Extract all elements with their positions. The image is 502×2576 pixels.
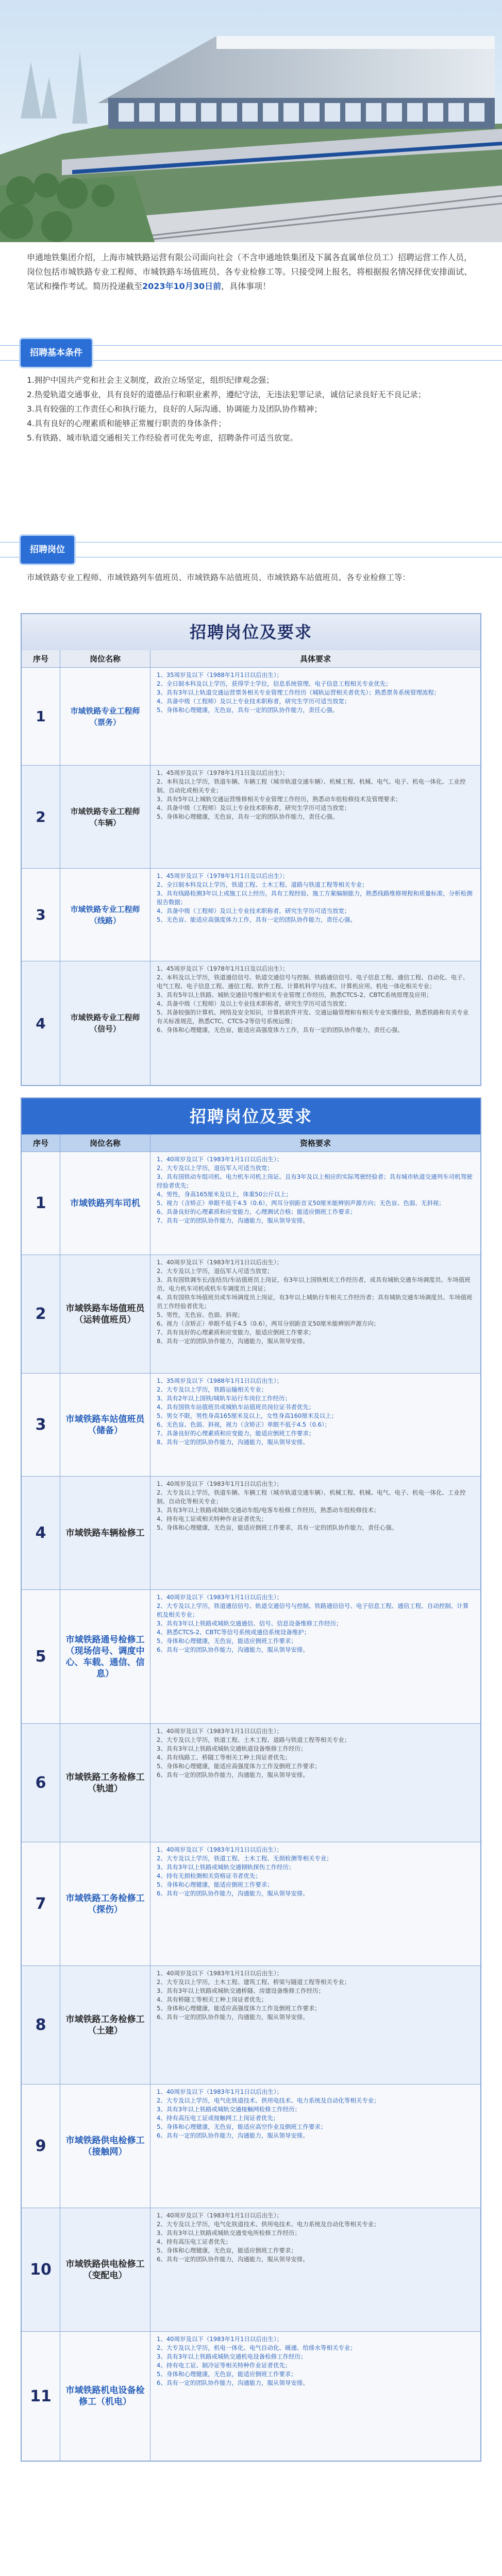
requirement-line: 2、大专及以上学历，铁路运输相关专业； (157, 1386, 267, 1393)
header-no: 序号 (22, 1134, 60, 1151)
requirement-item: 2.热爱轨道交通事业，具有良好的道德品行和职业素养，遵纪守法，无违法犯罪记录，诚信记录良好无不良记录； (27, 390, 426, 399)
requirement-line: 1、45周岁及以下（1978年1月1日及以后出生）； (157, 769, 289, 776)
position-name: 市域铁路工务检修工（土建） (60, 1966, 150, 2084)
requirement-line: 7、具有良好的心理素质和应变能力，能适应倒班工作要求； (157, 1329, 315, 1336)
header-position: 岗位名称 (60, 650, 150, 667)
requirement-line: 2、本科及以上学历，铁道通信信号、轨道交通信号与控制、铁路通信信号、电子信息工程、通信工程、自动化、电子、电气工程、电子信息工程、通信工程、软件工程、计算机科学与技术、计算机应用、机电一体化相关专业； (157, 974, 469, 990)
row-number: 2 (22, 766, 60, 868)
requirement-cell (150, 1842, 480, 1965)
station-illustration (0, 0, 502, 242)
section-header-basic (0, 339, 502, 367)
requirement-line: 2、本科及以上学历，铁道车辆、车辆工程（城市轨道交通车辆）、机械工程、机械、电气、电子、机电一体化、工业控制、自动化或相关专业； (157, 778, 466, 794)
section-title-basic: 招聘基本条件 (21, 339, 92, 367)
requirement-line: 6、视力（含矫正）单眼不低于4.5（0.6），两耳分别距音叉50厘米能辨别声源方向； (157, 1320, 380, 1327)
table-row (22, 1590, 480, 1724)
requirement-line: 1、40周岁及以下（1983年1月1日以后出生）； (157, 1970, 283, 1977)
table-engineers (21, 613, 481, 1086)
row-number: 4 (22, 961, 60, 1085)
requirement-line: 8、具有一定的团队协作能力，沟通能力，服从领导安排。 (157, 1337, 309, 1345)
requirement-line: 5、具备较强的计算机、网络及安全知识，计算机软件开发、交通运输管理和有相关专业实操经验，熟悉铁路和有关专业有关标准规范，熟悉CTC、CTCS-2等信号系统运维； (157, 1009, 469, 1025)
row-number: 8 (22, 1966, 60, 2084)
position-name: 市域铁路专业工程师（信号） (60, 961, 150, 1085)
table-row (22, 1255, 480, 1374)
requirement-line: 7、具备良好的心理素质和应变能力，能适应倒班工作要求； (157, 1430, 315, 1437)
requirement-cell (150, 1966, 480, 2084)
table-row (22, 961, 480, 1085)
row-number: 6 (22, 1724, 60, 1842)
requirement-line: 1、45周岁及以下（1978年1月1日及以后出生）； (157, 965, 289, 972)
requirement-line: 4、持有高压电工证或接触网工上岗证者优先； (157, 2114, 279, 2122)
requirement-line: 1、40周岁及以下（1983年1月1日以后出生）； (157, 2335, 283, 2343)
table-row (22, 1842, 480, 1966)
section-band (0, 542, 502, 557)
table-row (22, 1374, 480, 1477)
requirements-list (27, 373, 475, 445)
position-name: 市域铁路车辆检修工 (60, 1477, 150, 1589)
requirement-cell (150, 1374, 480, 1476)
requirement-line: 1、35周岁及以下（1988年1月1日以后出生）； (157, 671, 283, 679)
table-row (22, 1724, 480, 1842)
requirement-line: 6、无色盲、色弱、斜视，视力（含矫正）单眼不低于4.5（0.6）； (157, 1421, 331, 1428)
requirement-line: 4、具有国铁车站值班员或城轨车站值班员岗位证书者优先； (157, 1403, 315, 1411)
table-row (22, 766, 480, 869)
requirement-line: 4、具有桥隧工等相关工种上岗证者优先； (157, 1996, 267, 2003)
section-title-positions: 招聘岗位 (21, 536, 74, 564)
requirement-line: 1、40周岁及以下（1983年1月1日以后出生）； (157, 1259, 283, 1266)
requirement-line: 5、身体和心理健康，能适应倒班工作要求； (157, 1881, 273, 1888)
requirement-line: 3、具有国铁调车长/连结员/车站值班员上岗证，有3年以上国铁相关工作经历者，或具有城轨交通车场调度员、车场值班员、电力机车司机或机车车调度员上岗证； (157, 1276, 471, 1292)
requirement-cell (150, 1477, 480, 1589)
table-row (22, 668, 480, 766)
requirement-line: 2、大专及以上学历，土木工程、建筑工程、桥梁与隧道工程等相关专业； (157, 1978, 350, 1986)
requirement-line: 5、男女不限，男性身高165厘米及以上，女性身高160厘米及以上； (157, 1412, 338, 1419)
row-number: 3 (22, 1374, 60, 1476)
requirement-line: 3、具有3年以上铁路或城轨交通机电设备检修工作经历； (157, 2353, 307, 2360)
requirement-line: 6、具备良好的心理素质和应变能力，心理测试合格；能适应倒班工作要求； (157, 1208, 356, 1215)
table-row (22, 1477, 480, 1590)
requirement-line: 3、具有3年以上铁路或城轨交通通信、信号、信息设备维修工作经历； (157, 1620, 342, 1627)
requirement-line: 2、大专及以上学历，铁道通信信号、轨道交通信号与控制、铁路通信信号、电子信息工程、通信工程、自动控制、计算机及相关专业； (157, 1602, 469, 1618)
requirement-cell (150, 766, 480, 868)
requirement-cell (150, 668, 480, 765)
requirement-line: 7、具有一定的团队协作能力，沟通能力，服从领导安排。 (157, 1217, 309, 1224)
requirement-line: 1、40周岁及以下（1983年1月1日以后出生）； (157, 2088, 283, 2095)
row-number: 1 (22, 668, 60, 765)
requirement-line: 2、全日制本科及以上学历，获得学士学位，信息系统管理、电子信息工程相关专业优先； (157, 680, 392, 687)
requirement-line: 2、大专及以上学历，退伍军人可适当放宽； (157, 1164, 273, 1172)
requirement-line: 2、大专及以上学历，电气化铁道技术、供用电技术、电力系统及自动化等相关专业； (157, 2221, 380, 2228)
requirement-line: 6、具有一定的团队协作能力，沟通能力，服从领导安排。 (157, 2132, 309, 2139)
requirement-line: 5、身体和心理健康，无色盲，能适应倒班工作要求，具有一定的团队协作能力，责任心强。 (157, 1524, 398, 1531)
requirement-cell (150, 2332, 480, 2461)
table-row (22, 2332, 480, 2461)
position-name: 市域铁路机电设备检修工（机电） (60, 2332, 150, 2461)
requirement-line: 6、身体和心理健康，无色盲，能适应高强度体力工作，具有一定的团队协作能力，责任心强。 (157, 1026, 404, 1033)
requirement-line: 3、具有2年以上国铁/城轨车站行车岗位工作经历； (157, 1395, 291, 1402)
requirement-line: 1、40周岁及以下（1983年1月1日以后出生）； (157, 1594, 283, 1601)
requirement-line: 6、具有一定的团队协作能力，沟通能力，服从领导安排。 (157, 1890, 309, 1897)
table-header (22, 1134, 480, 1152)
requirement-cell (150, 2208, 480, 2331)
requirement-line: 5、身体和心理健康，无色盲，能适应倒班工作要求； (157, 2370, 297, 2378)
intro-text: 申通地铁集团介绍，上海市城铁路运营有限公司面向社会（不含申通地铁集团及下属各直属单位员工）招聘运营工作人员，岗位包括市城铁路专业工程师、市城铁路车场值班员、各专业检修工等。只接受网上报名，将根据报名情况择优安排面试、笔试和操作考试。简历投递截至 (27, 252, 473, 291)
position-name: 市域铁路专业工程师（车辆） (60, 766, 150, 868)
requirement-line: 3、具有3年以上铁路或城轨交通桥隧、房建设备维修工作经历； (157, 1987, 325, 1994)
requirement-line: 1、40周岁及以下（1983年1月1日以后出生）； (157, 1156, 283, 1163)
section-header-positions (0, 536, 502, 564)
position-name: 市域铁路专业工程师（线路） (60, 869, 150, 961)
requirement-line: 4、具有国铁车场值班员或车场调度员上岗证，有3年以上城轨行车相关工作经历者；具有城轨交通车场调度员、车场值班员工作经验者优先； (157, 1294, 473, 1310)
row-number: 1 (22, 1152, 60, 1255)
requirement-line: 3、具有3年以上铁路或城轨交通钢轨探伤工作经历； (157, 1863, 295, 1871)
header-requirement: 资格要求 (299, 1139, 331, 1148)
requirement-line: 4、持有电工证、制冷证等相关特种作业证者优先； (157, 2362, 291, 2369)
table-title: 招聘岗位及要求 (22, 1098, 480, 1134)
requirement-line: 4、持有电工证或相关特种作业证者优先； (157, 1515, 267, 1522)
position-name: 市域铁路工务检修工（轨道） (60, 1724, 150, 1842)
row-number: 10 (22, 2208, 60, 2331)
table-title: 招聘岗位及要求 (22, 614, 480, 650)
requirement-line: 3、具有3年以上铁路或城轨交通动车组/电客车检修工作经历，熟悉动车组检修技术； (157, 1506, 380, 1514)
requirement-line: 4、持有高压电工证者优先； (157, 2238, 232, 2245)
requirement-line: 3、具有国铁动车组司机、电力机车司机上岗证、且有3年及以上相应的实际驾驶经验者；具有城市轨道交通列车司机驾驶经验者优先； (157, 1173, 473, 1189)
requirement-line: 8、具有一定的团队协作能力，沟通能力，服从领导安排。 (157, 1438, 309, 1446)
row-number: 4 (22, 1477, 60, 1589)
requirement-cell (150, 2084, 480, 2208)
requirement-line: 4、男性，身高165厘米及以上，体重50公斤以上； (157, 1191, 292, 1198)
position-name: 市域铁路工务检修工（探伤） (60, 1842, 150, 1965)
position-name: 市域铁路供电检修工（接触网） (60, 2084, 150, 2208)
row-number: 2 (22, 1255, 60, 1373)
requirement-line: 2、大专及以上学历，电气化铁道技术、供用电技术、电力系统及自动化等相关专业； (157, 2097, 380, 2104)
requirement-line: 3、具有5年以上铁路、城轨交通信号维护相关专业管理工作经历，熟悉CTCS-2、CBTC系统原理及应用； (157, 991, 432, 998)
requirement-line: 1、40周岁及以下（1983年1月1日以后出生）； (157, 1846, 283, 1853)
position-name: 市域铁路车场值班员（运转值班员） (60, 1255, 150, 1373)
position-name: 市域铁路供电检修工（变配电） (60, 2208, 150, 2331)
requirement-line: 5、身体和心理健康，无色盲，具有一定的团队协作能力，责任心强。 (157, 813, 339, 820)
requirement-line: 4、熟悉CTCS-2、CBTC等信号系统或通信系统设备维护； (157, 1629, 310, 1636)
requirement-line: 5、身体和心理健康，无色盲，能适应倒班工作要求； (157, 2247, 297, 2254)
requirement-line: 6、具有一定的团队协作能力，沟通能力，服从领导安排。 (157, 2379, 309, 2386)
requirement-line: 6、具有一定的团队协作能力，沟通能力，服从领导安排。 (157, 2256, 309, 2263)
requirement-line: 5、身体和心理健康，无色盲，能适应倒班工作要求； (157, 1637, 297, 1645)
requirement-cell (150, 1255, 480, 1373)
header-position: 岗位名称 (60, 1134, 150, 1151)
table-row (22, 1966, 480, 2084)
row-number: 7 (22, 1842, 60, 1965)
header-no: 序号 (22, 650, 60, 667)
requirement-line: 3、具有3年以上铁路或城轨交通变电所检修工作经历； (157, 2229, 301, 2236)
requirement-cell (150, 869, 480, 961)
requirement-line: 6、具有一定的团队协作能力，沟通能力，服从领导安排。 (157, 2013, 309, 2021)
requirement-line: 3、具有5年以上城轨交通运营维修相关专业管理工作经历，熟悉动车组检修技术及管理要求； (157, 795, 401, 803)
requirement-line: 5、身体和心理健康，能适应高强度体力工作及倒班工作要求； (157, 1762, 321, 1770)
table-row (22, 2208, 480, 2332)
table-body (22, 1152, 480, 2461)
row-number: 3 (22, 869, 60, 961)
requirement-line: 5、视力（含矫正）单眼不低于4.5（0.6），两耳分别距音叉50厘米能辨别声源方向；无色盲、色弱、无斜视； (157, 1199, 445, 1207)
requirement-line: 4、具备中级（工程师）及以上专业技术职称者，研究生学历可适当放宽； (157, 1000, 350, 1007)
requirement-cell (150, 1590, 480, 1723)
requirement-line: 1、40周岁及以下（1983年1月1日以后出生）； (157, 1727, 283, 1735)
row-number: 5 (22, 1590, 60, 1723)
requirement-line: 4、持有无损检测相关资格证书者优先； (157, 1872, 261, 1879)
requirement-line: 6、具有一定的团队协作能力，沟通能力，服从领导安排。 (157, 1646, 309, 1653)
requirement-line: 5、身体和心理健康，能适应高强度体力工作及倒班工作要求； (157, 2005, 321, 2012)
requirement-line: 1、40周岁及以下（1983年1月1日以后出生）； (157, 2212, 283, 2219)
requirement-cell (150, 961, 480, 1085)
row-number: 11 (22, 2332, 60, 2461)
requirement-item: 5.有铁路、城市轨道交通相关工作经验者可优先考虑，招聘条件可适当放宽。 (27, 433, 298, 443)
requirement-line: 4、具备中级（工程师）及以上专业技术职称者，研究生学历可适当放宽； (157, 907, 350, 914)
header-requirement: 具体要求 (299, 654, 331, 664)
requirement-item: 4.具有良好的心理素质和能够正常履行职责的身体条件； (27, 419, 226, 428)
position-name: 市域铁路专业工程师（票务） (60, 668, 150, 765)
position-name: 市域铁路列车司机 (60, 1152, 150, 1255)
requirement-line: 5、男性，无色盲、色弱、斜视； (157, 1311, 244, 1318)
table-header (22, 650, 480, 668)
requirement-line: 3、具有3年以上铁路或城轨交通接触网检修工作经历； (157, 2106, 301, 2113)
requirement-line: 6、具有一定的团队协作能力，沟通能力，服从领导安排。 (157, 1771, 309, 1778)
requirement-line: 4、具有线路工、桥隧工等相关工种上岗证者优先； (157, 1754, 291, 1761)
intro-paragraph (27, 250, 475, 294)
table-operators (21, 1097, 481, 2462)
requirement-line: 2、全日制本科及以上学历，铁道工程、土木工程、道路与铁道工程等相关专业； (157, 881, 368, 888)
table-row (22, 2084, 480, 2208)
requirement-line: 3、具有线路检测3年以上或施工以上经历，具有工程经验、施工方案编制能力，熟悉线路维修规程和质量标准，分析检测报告数据； (157, 890, 473, 906)
requirement-line: 5、身体和心理健康，无色盲，具有一定的团队协作能力，责任心强。 (157, 706, 339, 714)
requirement-line: 5、无色盲、能适应高强度体力工作，具有一定的团队协作能力，责任心强。 (157, 916, 356, 923)
requirement-item: 1.拥护中国共产党和社会主义制度，政治立场坚定，组织纪律观念强； (27, 376, 274, 385)
requirement-line: 1、45周岁及以下（1978年1月1日及以后出生）； (157, 872, 289, 879)
intro-deadline: 2023年10月30日前 (142, 281, 222, 291)
row-number: 9 (22, 2084, 60, 2208)
positions-intro: 市域铁路专业工程师、市域铁路列车值班员、市域铁路车站值班员、市域铁路车站值班员、各专业检修工等： (27, 573, 411, 582)
requirement-line: 1、35周岁及以下（1988年1月1日以后出生）； (157, 1377, 283, 1384)
requirement-line: 5、身体和心理健康，无色盲，能适应高空作业及倒班工作要求； (157, 2123, 327, 2130)
table-body (22, 668, 480, 1085)
requirement-line: 2、大专及以上学历，铁道车辆、车辆工程（城市轨道交通车辆）、机械工程、机械、电气、电子、机电一体化、工业控制、自动化等相关专业； (157, 1489, 466, 1505)
requirement-cell (150, 1724, 480, 1842)
requirement-line: 1、40周岁及以下（1983年1月1日以后出生）； (157, 1480, 283, 1487)
requirement-line: 2、大专及以上学历，铁道工程、土木工程、道路与铁道工程等相关专业； (157, 1736, 350, 1743)
table-row (22, 1152, 480, 1255)
requirement-line: 2、大专及以上学历，机电一体化、电气自动化、暖通、给排水等相关专业； (157, 2344, 356, 2351)
requirement-line: 3、具有3年以上铁路或城轨交通轨道设备维修工作经历； (157, 1745, 307, 1752)
hero-banner (0, 0, 502, 242)
position-name: 市域铁路通号检修工（现场信号、调度中心、车载、通信、信息） (60, 1590, 150, 1723)
requirement-item: 3.具有较强的工作责任心和执行能力，良好的人际沟通、协调能力及团队协作精神； (27, 404, 322, 414)
requirement-cell (150, 1152, 480, 1255)
requirement-line: 3、具有3年以上轨道交通运营票务相关专业管理工作经历（城轨运营相关者优先）；熟悉票务系统管理流程； (157, 689, 440, 696)
position-name: 市域铁路车站值班员（储备） (60, 1374, 150, 1476)
requirement-line: 2、大专及以上学历，铁道工程、土木工程、无损检测等相关专业； (157, 1855, 332, 1862)
requirement-line: 2、大专及以上学历，退伍军人可适当放宽； (157, 1267, 273, 1275)
requirement-line: 4、具备中级（工程师）及以上专业技术职称者，研究生学历可适当放宽； (157, 804, 350, 811)
table-row (22, 869, 480, 961)
requirement-line: 4、具备中级（工程师）及以上专业技术职称者，研究生学历可适当放宽； (157, 698, 350, 705)
intro-text-end: ，具体事项！ (221, 281, 271, 291)
